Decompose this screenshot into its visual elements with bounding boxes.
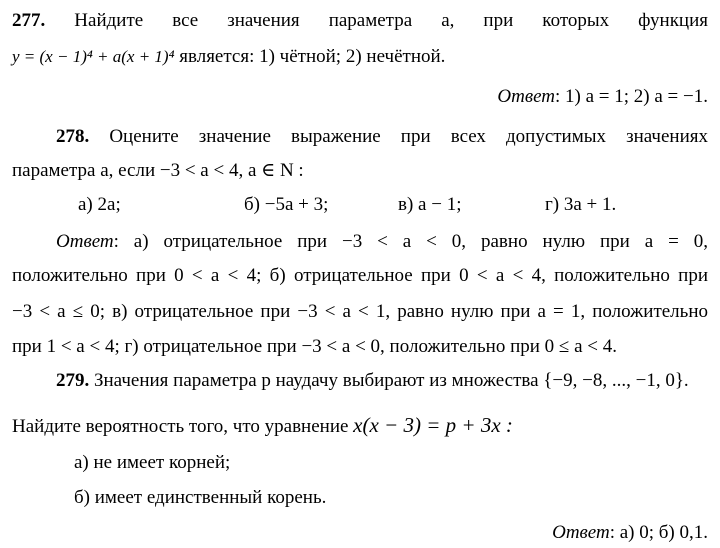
problem-279-part-b-text: б) имеет единственный корень.: [74, 487, 327, 508]
problem-279-equation: x(x − 3) = p + 3x :: [353, 413, 513, 437]
problem-279-part-a-text: а) не имеет корней;: [74, 452, 231, 473]
problem-277-statement-part2: является: 1) чётной; 2) нечётной.: [179, 46, 446, 67]
problem-279-part-a: [74, 452, 708, 475]
problem-278-answer-line3: [12, 301, 708, 324]
problem-277-line1: [12, 10, 708, 33]
problem-278-statement-line1: Оцените значение выражение при всех допустимых значениях: [109, 126, 708, 147]
problem-278-option-d: г) 3a + 1.: [545, 194, 617, 215]
problem-278-answer-line1-text: : а) отрицательное при −3 < a < 0, равно нулю при a = 0,: [113, 231, 708, 252]
problem-278-option-c: в) a − 1;: [398, 194, 462, 215]
problem-277-answer: [12, 86, 708, 109]
problem-277-number: 277.: [12, 10, 46, 31]
problem-277-function-formula: y = (x − 1)⁴ + a(x + 1)⁴: [12, 47, 175, 66]
problem-279-answer-text: : а) 0; б) 0,1.: [609, 522, 708, 543]
problem-277-statement-part1: Найдите все значения параметра a, при которых функция: [74, 10, 708, 31]
problem-277-answer-label: Ответ: [497, 86, 556, 107]
problem-279-answer: [12, 522, 708, 545]
problem-279-line1: [56, 370, 708, 393]
problem-278-answer-line4-text: при 1 < a < 4; г) отрицательное при −3 < a < 0, положительно при 0 ≤ a < 4.: [12, 336, 617, 357]
problem-278-answer-line2-text: положительно при 0 < a < 4; б) отрицательное при 0 < a < 4, положительно при: [12, 265, 708, 286]
problem-279-line2: [12, 413, 708, 439]
problem-279-statement-line2: Найдите вероятность того, что уравнение: [12, 416, 349, 437]
problem-279-answer-label: Ответ: [552, 522, 610, 543]
problem-278-option-a: а) 2a;: [78, 194, 121, 215]
problem-278-option-b: б) −5a + 3;: [244, 194, 329, 215]
problem-278-answer-label: Ответ: [56, 231, 114, 252]
problem-278-line2: [12, 160, 708, 183]
problem-278-answer-line2: [12, 265, 708, 288]
problem-278-answer-line3-text: −3 < a ≤ 0; в) отрицательное при −3 < a < 1, равно нулю при a = 1, положительно: [12, 301, 708, 322]
problem-278-answer-line1: [56, 231, 708, 254]
problem-279-part-b: [74, 487, 708, 510]
problem-278-statement-line2: параметра a, если −3 < a < 4, a ∈ N :: [12, 160, 304, 181]
problem-277-line2: [12, 46, 708, 69]
problem-277-answer-text: : 1) a = 1; 2) a = −1.: [555, 86, 708, 107]
problem-278-answer-line4: [12, 336, 708, 359]
problem-279-set: {−9, −8, ..., −1, 0}.: [543, 370, 689, 391]
problem-278-number: 278.: [56, 126, 90, 147]
problem-278-line1: [56, 126, 708, 149]
problem-279-statement-line1: Значения параметра p наудачу выбирают из множества: [94, 370, 539, 391]
problem-279-number: 279.: [56, 370, 90, 391]
